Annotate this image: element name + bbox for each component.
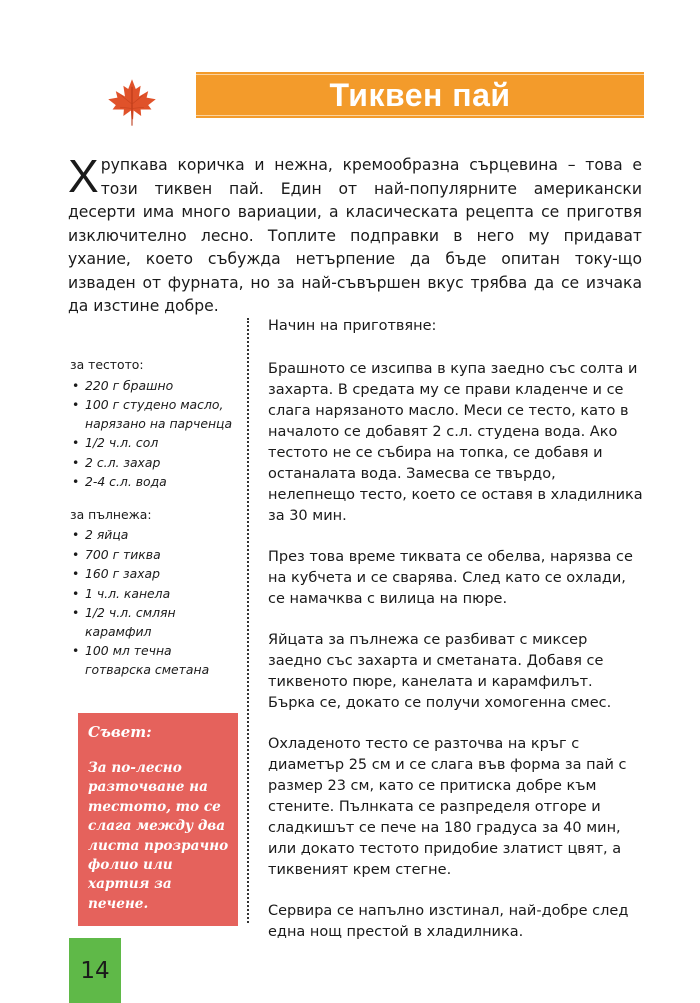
list-item: • 220 г брашно [70,377,238,396]
list-item: • 2 яйца [70,526,238,545]
tip-title: Съвет: [88,723,152,741]
tip-text: За по-лесно разточване на тестото, то се слага между два листа прозрачно фолио или хартия за печене. [88,760,229,912]
list-item: • 2 с.л. захар [70,454,238,473]
dough-list [70,377,238,492]
method-step: Сервира се напълно изстинал, най-добре след една нощ престой в хладилника. [268,903,629,940]
page-number: 14 [69,938,121,1003]
column-divider [247,318,249,923]
method-step: През това време тиквата се обелва, нарязва се на кубчета и се сварява. След като се охлади, се намачква с вилица на пюре. [268,549,633,607]
list-item: • 160 г захар [70,565,238,584]
intro-paragraph [68,150,642,319]
filling-label: за пълнежа: [70,506,152,522]
drop-cap: Х [68,150,99,202]
tip-box [78,713,238,926]
title-banner [196,72,644,118]
method-step: Яйцата за пълнежа се разбиват с миксер заедно със захарта и сметаната. Добавя се тиквеното пюре, канелата и карамфилът. Бърка се, докато се получи хомогенна смес. [268,632,612,711]
list-item: • 2-4 с.л. вода [70,473,238,492]
ingredients-column [70,356,238,693]
intro-text: рупкава коричка и нежна, кремообразна сърцевина – това е този тиквен пай. Един от най-популярните американски десерти има много вариации, а класическата рецепта се приготвя изключително лесно. Топлите подправки в него му придават ухание, което събужда нетърпение да бъде опитан току-що изваден от фурната, но за най-съвършен вкус трябва да се изчака да изстине добре. [68,156,642,315]
list-item: • 1/2 ч.л. сол [70,434,238,453]
list-item: • 100 мл течна готварска сметана [70,642,238,679]
method-step: Брашното се изсипва в купа заедно със солта и захарта. В средата му се прави кладенче и се слага нарязаното масло. Меси се тесто, като в началото се добавят 2 с.л. студена вода. Ако тестото не се събира на топка, се добавя и останалата вода. Замесва се твърдо, нелепнещо тесто, което се оставя в хладилника за 30 мин. [268,361,643,524]
list-item: • 1/2 ч.л. смлян карамфил [70,604,238,641]
method-step: Охладеното тесто се разточва на кръг с диаметър 25 см и се слага във форма за пай с размер 23 см, като се притиска добре към стените. Пълнката се разпределя отгоре и сладкишът се пече на 180 градуса за 40 мин, или докато тестото придобие златист цвят, а тиквеният крем стегне. [268,736,627,878]
list-item: • 1 ч.л. канела [70,585,238,604]
list-item: • 700 г тиква [70,546,238,565]
method-heading: Начин на приготвяне: [268,318,437,334]
dough-label: за тестото: [70,357,144,372]
maple-leaf-icon [104,76,160,130]
method-column [268,316,644,963]
list-item: • 100 г студено масло, нарязано на парченца [70,396,238,433]
filling-list [70,526,238,679]
page-title: Тиквен пай [329,77,511,113]
